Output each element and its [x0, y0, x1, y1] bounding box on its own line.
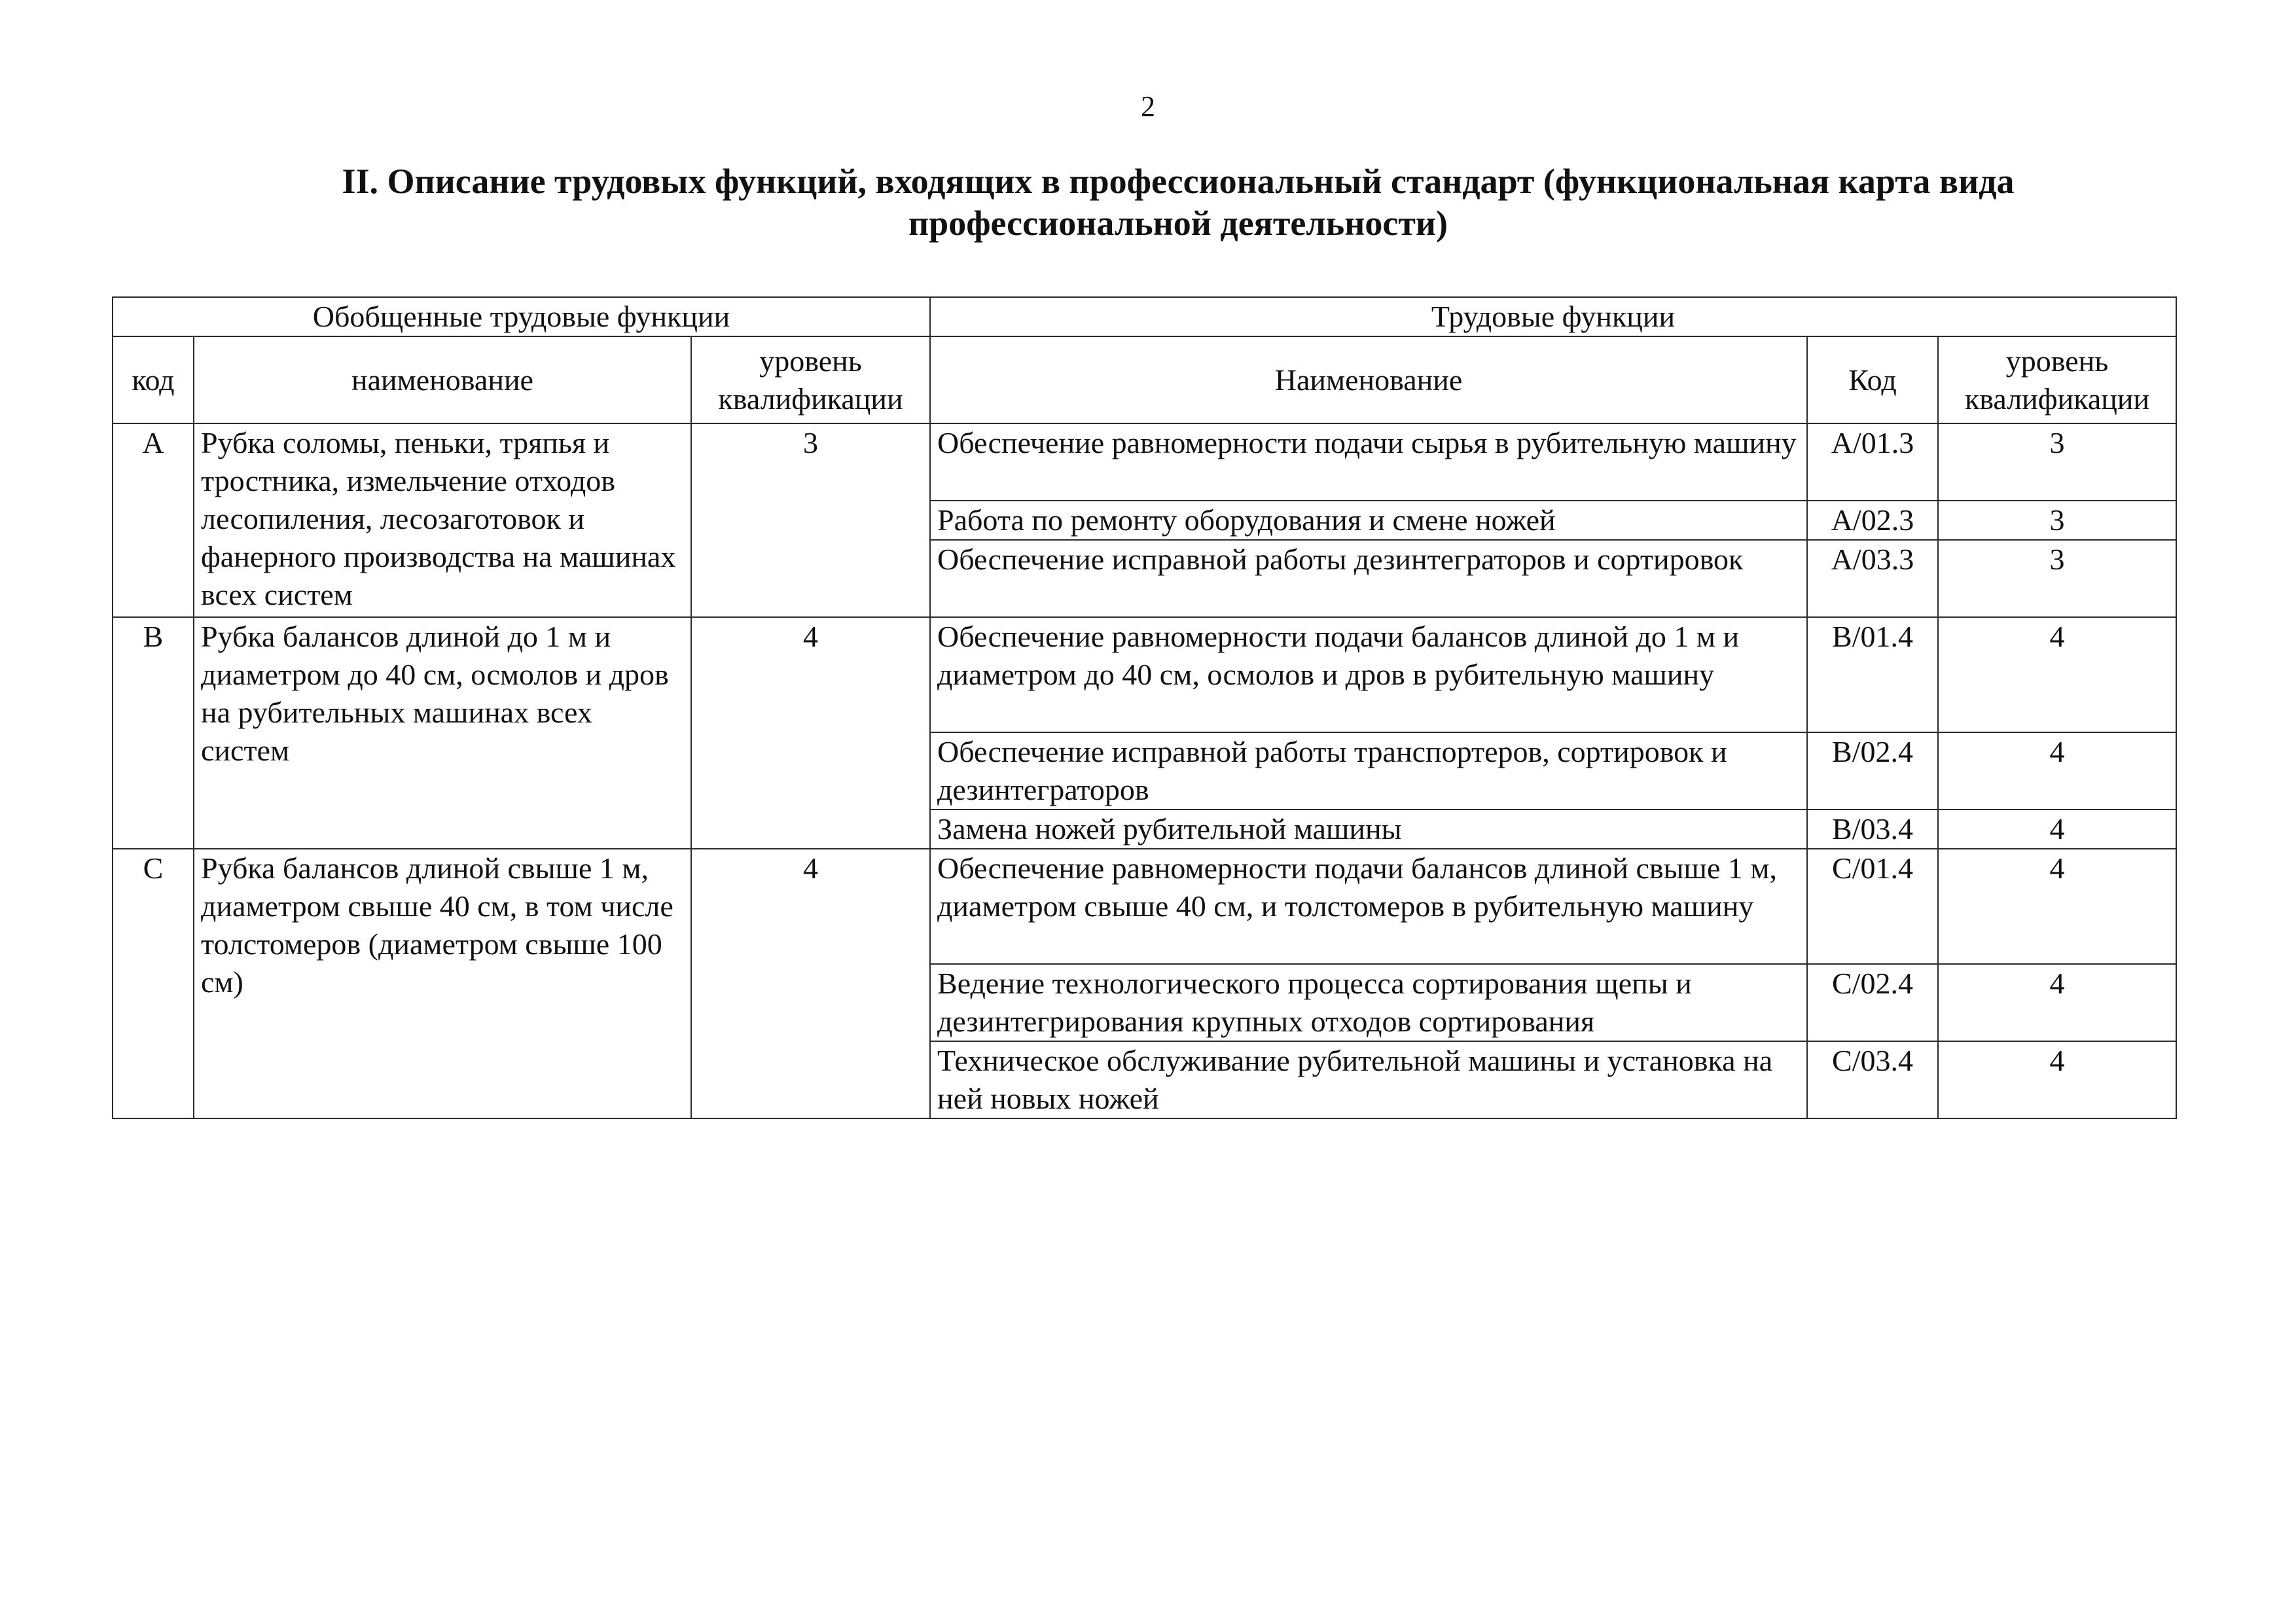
- level-column-header: уровень квалификации: [691, 336, 930, 423]
- labor-function-name: Обеспечение исправной работы транспортеров, сортировок и дезинтеграторов: [930, 732, 1807, 810]
- generalized-function-code: A: [113, 423, 194, 617]
- labor-function-code: C/01.4: [1807, 849, 1938, 964]
- generalized-function-level: 4: [691, 849, 930, 1118]
- functional-map-table: [112, 296, 2177, 1119]
- labor-function-name: Работа по ремонту оборудования и смене ножей: [930, 501, 1807, 540]
- generalized-functions-header: Обобщенные трудовые функции: [113, 297, 930, 336]
- generalized-function-name: Рубка балансов длиной до 1 м и диаметром до 40 см, осмолов и дров на рубительных машинах всех систем: [194, 617, 691, 849]
- labor-function-level: 4: [1938, 849, 2176, 964]
- function-name-column-header: Наименование: [930, 336, 1807, 423]
- labor-function-name: Обеспечение исправной работы дезинтеграторов и сортировок: [930, 540, 1807, 617]
- labor-function-name: Обеспечение равномерности подачи балансов длиной свыше 1 м, диаметром свыше 40 см, и толстомеров в рубительную машину: [930, 849, 1807, 964]
- labor-function-name: Ведение технологического процесса сортирования щепы и дезинтегрирования крупных отходов сортирования: [930, 964, 1807, 1041]
- labor-function-code: C/03.4: [1807, 1041, 1938, 1118]
- labor-function-level: 4: [1938, 1041, 2176, 1118]
- labor-functions-header: Трудовые функции: [930, 297, 2176, 336]
- labor-function-code: A/02.3: [1807, 501, 1938, 540]
- generalized-function-name: Рубка балансов длиной свыше 1 м, диаметром свыше 40 см, в том числе толстомеров (диаметром свыше 100 см): [194, 849, 691, 1118]
- labor-function-level: 4: [1938, 732, 2176, 810]
- function-code-column-header: Код: [1807, 336, 1938, 423]
- labor-function-level: 3: [1938, 423, 2176, 501]
- section-title-line-2: профессиональной деятельности): [908, 204, 1448, 243]
- labor-function-level: 4: [1938, 617, 2176, 732]
- generalized-function-level: 3: [691, 423, 930, 617]
- function-level-column-header: уровень квалификации: [1938, 336, 2176, 423]
- generalized-function-code: B: [113, 617, 194, 849]
- labor-function-code: B/01.4: [1807, 617, 1938, 732]
- labor-function-level: 3: [1938, 501, 2176, 540]
- generalized-function-level: 4: [691, 617, 930, 849]
- column-header-row: [113, 336, 2176, 423]
- group-header-row: [113, 297, 2176, 336]
- name-column-header: наименование: [194, 336, 691, 423]
- labor-function-code: A/03.3: [1807, 540, 1938, 617]
- table-row: [113, 423, 2176, 501]
- code-column-header: код: [113, 336, 194, 423]
- section-title: [196, 160, 2160, 244]
- generalized-function-code: C: [113, 849, 194, 1118]
- labor-function-name: Техническое обслуживание рубительной машины и установка на ней новых ножей: [930, 1041, 1807, 1118]
- labor-function-name: Обеспечение равномерности подачи сырья в рубительную машину: [930, 423, 1807, 501]
- labor-function-name: Обеспечение равномерности подачи балансов длиной до 1 м и диаметром до 40 см, осмолов и дров в рубительную машину: [930, 617, 1807, 732]
- page-number: 2: [1141, 90, 1155, 122]
- labor-function-code: B/02.4: [1807, 732, 1938, 810]
- table-row: [113, 617, 2176, 732]
- labor-function-level: 3: [1938, 540, 2176, 617]
- generalized-function-name: Рубка соломы, пеньки, тряпья и тростника, измельчение отходов лесопиления, лесозаготовок и фанерного производства на машинах всех систем: [194, 423, 691, 617]
- labor-function-level: 4: [1938, 964, 2176, 1041]
- labor-function-code: B/03.4: [1807, 810, 1938, 849]
- table-row: [113, 849, 2176, 964]
- labor-function-code: C/02.4: [1807, 964, 1938, 1041]
- labor-function-level: 4: [1938, 810, 2176, 849]
- labor-function-code: A/01.3: [1807, 423, 1938, 501]
- labor-function-name: Замена ножей рубительной машины: [930, 810, 1807, 849]
- section-title-line-1: II. Описание трудовых функций, входящих в профессиональный стандарт (функциональная карта вида: [342, 162, 2015, 201]
